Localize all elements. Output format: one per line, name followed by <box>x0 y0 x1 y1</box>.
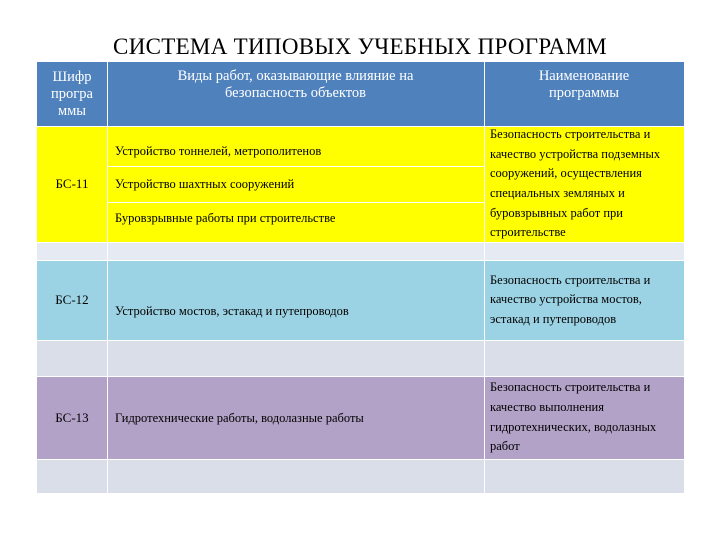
row-code-bs12: БС-12 <box>37 260 107 340</box>
work-item: Буровзрывные работы при строительстве <box>107 194 484 242</box>
grid-line <box>37 260 684 261</box>
program-name-bs12: Безопасность строительства и качество устройства мостов, эстакад и путепроводов <box>484 260 684 340</box>
grid-line <box>107 166 484 167</box>
page-title: СИСТЕМА ТИПОВЫХ УЧЕБНЫХ ПРОГРАММ <box>113 34 607 59</box>
spacer-row <box>37 340 684 376</box>
program-name-bs11: Безопасность строительства и качество устройства подземных сооружений, осуществления специальных земляных и буровзрывных работ при строительстве <box>484 126 684 242</box>
header-code: Шифр програ ммы <box>37 62 107 126</box>
grid-line <box>107 202 484 203</box>
grid-line <box>37 376 684 377</box>
header-works: Виды работ, оказывающие влияние на безопасность объектов <box>107 62 484 126</box>
row-code-bs11: БС-11 <box>37 126 107 242</box>
spacer-row <box>37 242 684 260</box>
work-item: Устройство мостов, эстакад и путепроводов <box>107 260 484 340</box>
work-item: Устройство тоннелей, метрополитенов <box>107 126 484 174</box>
grid-line <box>37 459 684 460</box>
program-name-bs13: Безопасность строительства и качество выполнения гидротехнических, водолазных работ <box>484 376 684 459</box>
grid-line <box>37 340 684 341</box>
grid-line <box>37 242 684 243</box>
work-item: Гидротехнические работы, водолазные работы <box>107 376 484 459</box>
grid-line <box>37 126 684 127</box>
work-item: Устройство шахтных сооружений <box>107 174 484 194</box>
row-code-bs13: БС-13 <box>37 376 107 459</box>
spacer-row <box>37 459 684 493</box>
header-program: Наименование программы <box>484 62 684 126</box>
